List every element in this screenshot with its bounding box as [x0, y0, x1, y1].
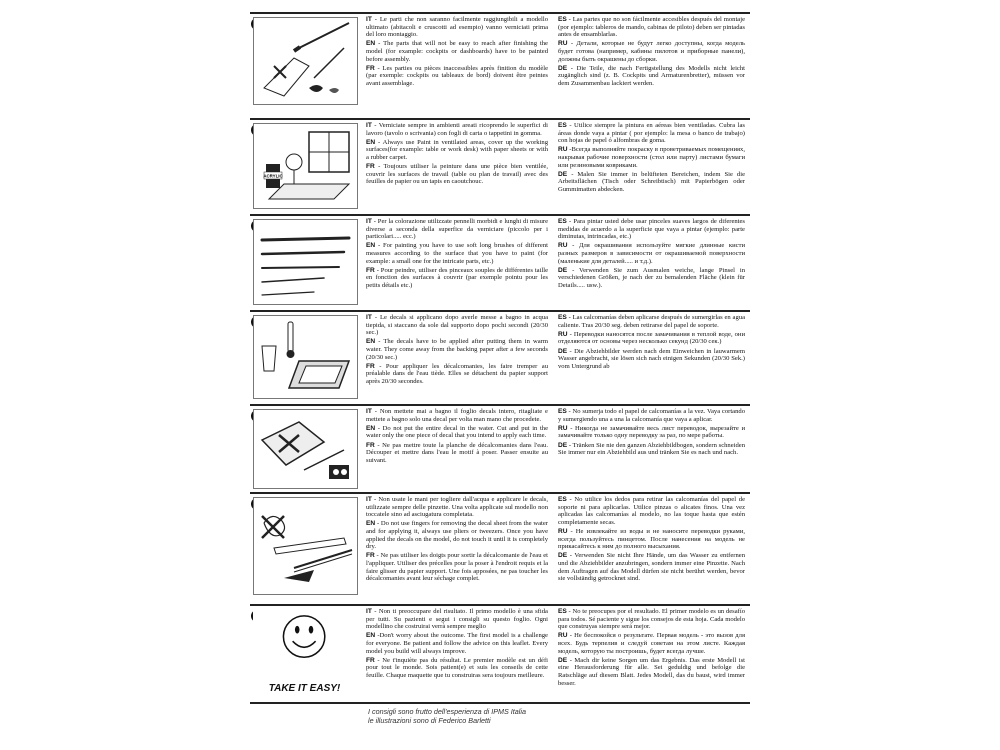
paragraph-fr	[366, 552, 548, 582]
text-column-left	[366, 408, 548, 466]
illustration-painting-small-parts	[253, 17, 358, 105]
paragraph-de	[558, 442, 745, 457]
paragraph-fr	[366, 657, 548, 680]
lang-code: EN	[366, 424, 376, 432]
credits-line-2: le illustrazioni sono di Federico Barletti	[368, 716, 491, 725]
take-it-easy-label: TAKE IT EASY!	[268, 683, 341, 694]
paragraph-text: - Verwenden Sie zum Ausmalen weiche, lange Pinsel in verschiedenen Größen, je nach der zu bemalenden Fläche (klein für Details..... usw.).	[558, 266, 745, 289]
step-12	[250, 494, 750, 604]
lang-code: ES	[558, 314, 567, 321]
lang-code: IT	[366, 408, 372, 415]
paragraph-text: - Не извлекайте из воды и не наносите переводки руками, всегда пользуйтесь пинцетом. После нанесения на модель не прикасайтесь к ним до полного высыхания.	[558, 527, 745, 551]
paragraph-ru	[558, 425, 745, 440]
lang-code: RU	[558, 632, 568, 640]
paragraph-text: - Mach dir keine Sorgen um das Ergebnis. Das erste Modell ist eine Herausforderung für alle. Sei geduldig und befolge die Ratschläge auf diesem Blatt. Jedes Modell, das du baust, wird immer besser.	[558, 656, 745, 687]
step-10	[250, 312, 750, 404]
paragraph-es	[558, 408, 745, 423]
lang-code: IT	[366, 122, 372, 129]
paragraph-text: - Las partes que no son fácilmente accesibles después del montaje (por ejemplo: tableros de mando, cabinas de piloto) deben ser pintadas antes de ensamblarlas.	[558, 16, 745, 39]
lang-code: DE	[558, 170, 568, 178]
paragraph-text: - Per la colorazione utilizzate pennelli morbidi e lunghi di misure diverse a seconda della superfice da verniciare (piccolo per i particolari..... ecc.)	[366, 218, 548, 241]
paragraph-text: - Tränken Sie nie den ganzen Abziehbildbogen, sondern schneiden Sie immer nur ein Abziehbild aus und tränken Sie es nach und nach.	[558, 441, 745, 457]
paragraph-es	[558, 16, 745, 39]
lang-code: FR	[366, 362, 375, 370]
text-column-left	[366, 314, 548, 387]
paragraph-text: - Не беспокойся о результате. Первая модель - это вызов для всех. Будь терпелив и следуй советам на этом листе. Каждая модель, которую ты построишь, будет всегда лучше.	[558, 632, 745, 655]
lang-code: ES	[558, 16, 567, 23]
lang-code: IT	[366, 608, 372, 615]
paragraph-en	[366, 520, 548, 550]
paragraph-fr	[366, 65, 548, 88]
illustration-decal-water	[253, 315, 358, 399]
lang-code: RU	[558, 330, 568, 338]
text-column-left	[366, 122, 548, 188]
paragraph-text: - Non ti preoccupare del risultato. Il primo modello è una sfida per tutti. Su pazienti e segui i consigli su questo foglio. Ogni modellino che costruirai verrà sempre meglio	[366, 608, 548, 631]
paragraph-text: - Pour appliquer les décalcomanies, les faire tremper au préalable dans de l'eau tiède. Elles se détachent du papier support après 20/30 secondes.	[366, 362, 548, 385]
workspace-drawing	[254, 124, 357, 208]
paragraph-it	[366, 314, 548, 337]
paragraph-es	[558, 608, 745, 631]
paragraph-it	[366, 16, 548, 39]
acrylic-label: ACRYLIC	[263, 173, 283, 179]
lang-code: ES	[558, 122, 567, 129]
lang-code: EN	[366, 40, 376, 48]
paragraph-text: - No te preocupes por el resultado. El primer modelo es un desafío para todos. Sé paciente y sigue los consejos de esta hoja. Cada modelo que construyas siempre será mejor.	[558, 608, 745, 631]
lang-code: ES	[558, 496, 567, 503]
text-column-right	[558, 16, 745, 89]
paragraph-fr	[366, 442, 548, 465]
paragraph-en	[366, 632, 548, 655]
lang-code: ES	[558, 408, 567, 415]
lang-code: IT	[366, 496, 372, 503]
paragraph-en	[366, 242, 548, 265]
paragraph-es	[558, 496, 745, 526]
lang-code: DE	[558, 552, 568, 560]
lang-code: IT	[366, 16, 372, 23]
illustration-brushes	[253, 219, 358, 305]
lang-code: RU	[558, 242, 568, 250]
paragraph-text: -Всегда выполняйте покраску в проветриваемых помещениях, накрывая рабочие поверхности (стол или парту) листами бумаги или резиновыми ковриками.	[558, 146, 745, 169]
lang-code: ES	[558, 218, 567, 225]
paragraph-de	[558, 348, 745, 371]
lang-code: EN	[366, 520, 376, 528]
lang-code: RU	[558, 424, 568, 432]
lang-code: ES	[558, 608, 567, 615]
lang-code: FR	[366, 266, 375, 274]
paragraph-it	[366, 122, 548, 137]
instruction-sheet	[250, 12, 750, 740]
paragraph-es	[558, 218, 745, 241]
paragraph-ru	[558, 146, 745, 169]
smiley-face-icon	[253, 609, 356, 681]
paragraph-text: - Non usate le mani per togliere dall'acqua e applicare le decals, utilizzate sempre delle pinzette. Una volta applicate sul modello non toccatele sino ad asciugatura completata.	[366, 496, 548, 519]
paragraph-ru	[558, 242, 745, 265]
paragraph-ru	[558, 40, 745, 63]
lang-code: FR	[366, 441, 375, 449]
text-column-left	[366, 16, 548, 89]
lang-code: EN	[366, 242, 376, 250]
credits-line-1: I consigli sono frutto dell'esperienza di IPMS Italia	[368, 707, 526, 716]
paragraph-text: - Les parties ou pièces inaccessibles après finition du modèle (par exemple: cockpits ou tableaux de bord) doivent être peintes avant assemblage.	[366, 64, 548, 87]
lang-code: DE	[558, 441, 568, 449]
paragraph-ru	[558, 632, 745, 655]
paragraph-text: - Malen Sie immer in belüfteten Bereichen, indem Sie die Arbeitsflächen (Tisch oder Schreibtisch) mit Papierbögen oder Gummimatten abdecken.	[558, 170, 745, 193]
illustration-ventilated-workspace	[253, 123, 358, 209]
paragraph-de	[558, 267, 745, 290]
lang-code: EN	[366, 138, 376, 146]
illustration-take-it-easy	[253, 609, 356, 703]
paragraph-text: - Do not put the entire decal in the water. Cut and put in the water only the one piece of decal that you intend to apply each time.	[366, 424, 548, 440]
paragraph-text: - Детали, которые не будут легко доступны, когда модель будет готова (например, кабины пилотов и приборные панели), должны быть окрашены до сборки.	[558, 40, 745, 63]
paragraph-it	[366, 496, 548, 519]
paragraph-es	[558, 122, 745, 145]
text-column-right	[558, 408, 745, 458]
paragraph-text: - For painting you have to use soft long brushes of different measures according to the surface that you have to paint (for example: a small one for the intricate parts, etc.)	[366, 242, 548, 265]
text-column-right	[558, 496, 745, 584]
paragraph-text: - Pour peindre, utiliser des pinceaux souples de différentes taille en fonction des surfaces à couvrir (par exemple pointu pour les petits détails etc.)	[366, 266, 548, 289]
lang-code: RU	[558, 40, 568, 48]
brushes-drawing	[254, 220, 357, 304]
paragraph-en	[366, 40, 548, 63]
paragraph-text: - Ne t'inquiète pas du résultat. Le premier modèle est un défi pour tout le monde. Sois patient(e) et suis les conseils de cette feuille. Chaque maquette que tu construiras sera toujours meilleure.	[366, 656, 548, 679]
paragraph-text: - Для окрашивания используйте мягкие длинные кисти разных размеров в зависимости от окрашиваемой поверхности (маленькие для деталей..... и т.д.).	[558, 242, 745, 265]
paragraph-text: - No utilice los dedos para retirar las calcomanías del papel de soporte ni para aplicarlas. Utilice pinzas o alicates finos. Una vez aplicadas las calcomanías al modelo, no las toque hasta que estén completamente secas.	[558, 496, 745, 526]
paragraph-it	[366, 608, 548, 631]
paragraph-it	[366, 218, 548, 241]
lang-code: FR	[366, 552, 375, 560]
credits-footer	[368, 707, 526, 725]
paragraph-de	[558, 171, 745, 194]
lang-code: DE	[558, 64, 568, 72]
text-column-right	[558, 218, 745, 291]
step-7	[250, 14, 750, 118]
decal-sheet-drawing	[254, 410, 357, 488]
lang-code: DE	[558, 266, 568, 274]
paragraph-en	[366, 139, 548, 162]
lang-code: DE	[558, 656, 568, 664]
text-column-right	[558, 608, 745, 689]
paragraph-fr	[366, 267, 548, 290]
text-column-left	[366, 608, 548, 681]
lang-code: FR	[366, 64, 375, 72]
paragraph-de	[558, 65, 745, 88]
paragraph-text: - Die Teile, die nach Fertigstellung des Modells nicht leicht zugänglich sind (z. B. Cockpits und Armaturenbretter), müssen vor dem Zusammenbau lackiert werden.	[558, 64, 745, 87]
paragraph-fr	[366, 363, 548, 386]
paragraph-ru	[558, 331, 745, 346]
lang-code: EN	[366, 632, 376, 640]
paragraph-ru	[558, 528, 745, 551]
paragraph-text: - Le parti che non saranno facilmente raggiungibili a modello ultimato (abitacoli e cruscotti ad esempio) vanno verniciati prima del loro montaggio.	[366, 16, 548, 39]
paragraph-de	[558, 657, 745, 687]
paragraph-text: - No sumerja todo el papel de calcomanías a la vez. Vaya cortando y sumergiendo una a una la calcomanía que vaya a aplicar.	[558, 408, 745, 423]
paragraph-fr	[366, 163, 548, 186]
paragraph-en	[366, 338, 548, 361]
paragraph-de	[558, 552, 745, 582]
paragraph-text: - Las calcomanías deben aplicarse después de sumergirlas en agua caliente. Tras 20/30 seg. deben retirarse del papel de soporte.	[558, 314, 745, 329]
paragraph-text: - Non mettete mai a bagno il foglio decals intero, ritagliate e mettete a bagno solo una decal per volta man mano che procedete.	[366, 408, 548, 423]
paragraph-it	[366, 408, 548, 423]
lang-code: FR	[366, 163, 375, 171]
paragraph-text: - Переводки наносятся после замачивания в теплой воде, они отделяются от основы через несколько секунд (20/30 сек.)	[558, 330, 745, 346]
water-tray-drawing	[254, 316, 357, 398]
lang-code: IT	[366, 218, 372, 225]
text-column-right	[558, 122, 745, 195]
section-divider	[250, 702, 750, 704]
paragraph-text: - The decals have to be applied after putting them in warm water. They come away from the backing paper after a few seconds (20/30 sec.)	[366, 338, 548, 361]
paragraph-text: - Verniciate sempre in ambienti areati ricoprendo le superfici di lavoro (tavolo o scrivania) con fogli di carta o tappetini in gomma.	[366, 122, 548, 137]
paragraph-text: - Toujours utiliser la peinture dans une pièce bien ventilée, couvrir les surfaces de travail (table ou plan de travail) avec des feuilles de papier ou un tapis en caoutchouc.	[366, 163, 548, 186]
paragraph-text: - Verwenden Sie nicht Ihre Hände, um das Wasser zu entfernen und die Abziehbilder anzubringen, sondern immer eine Pinzette. Nach dem Auftragen auf das Modell dürfen sie nicht berührt werden, bevor sie vollständig getrocknet sind.	[558, 552, 745, 583]
paragraph-text: - Le decals si applicano dopo averle messe a bagno in acqua tiepida, si staccano da sole dal supporto dopo pochi secondi (20/30 sec.)	[366, 314, 548, 337]
paragraph-text: - Ne pas utiliser les doigts pour sortir la décalcomanie de l'eau et l'appliquer. Utiliser des précelles pour la poser à l'endroit requis et la faire glisser du papier support. Une fois apposées, ne pas toucher les décalcomanies avant leur séchage complet.	[366, 552, 548, 583]
paragraph-text: - Utilice siempre la pintura en aéreas bien ventiladas. Cubra las áreas donde vaya a pintar ( por ejemplo: la mesa o banco de trabajo) con hojas de papel ó alfombras de goma.	[558, 122, 745, 145]
paragraph-text: - Никогда не замачивайте весь лист переводок, вырезайте и замачивайте только одну переводку за раз, по мере работы.	[558, 424, 745, 440]
illustration-tweezers	[253, 497, 358, 595]
paragraph-en	[366, 425, 548, 440]
illustration-cut-single-decal	[253, 409, 358, 489]
lang-code: DE	[558, 347, 568, 355]
brush-and-parts-drawing	[254, 18, 357, 104]
step-8	[250, 120, 750, 214]
paragraph-text: - The parts that will not be easy to reach after finishing the model (for example: cockpits or dashboards) have to be painted before assembly.	[366, 40, 548, 63]
paragraph-es	[558, 314, 745, 329]
step-13	[250, 606, 750, 706]
lang-code: EN	[366, 338, 376, 346]
lang-code: RU	[558, 146, 568, 154]
paragraph-text: - Always use Paint in ventilated areas, cover up the working surfaces(for example: table or work desk) with paper sheets or with a rubber carpet.	[366, 138, 548, 161]
text-column-left	[366, 496, 548, 584]
text-column-left	[366, 218, 548, 291]
step-11	[250, 406, 750, 492]
paragraph-text: - Die Abziehbilder werden nach dem Einweichen in lauwarmem Wasser angebracht, sie lösen sich nach einigen Sekunden (20/30 Sek.) vom Untergrund ab	[558, 347, 745, 370]
paragraph-text: - Do not use fingers for removing the decal sheet from the water and for applying it, always use pliers or tweezers. Once you have applied the decals on the model, do not touch it until it is completely dry.	[366, 520, 548, 551]
text-column-right	[558, 314, 745, 372]
lang-code: RU	[558, 527, 568, 535]
tweezers-drawing	[254, 498, 357, 594]
lang-code: FR	[366, 656, 375, 664]
step-9	[250, 216, 750, 310]
paragraph-text: -Don't worry about the outcome. The first model is a challenge for everyone. Be patient and follow the advice on this leaflet. Every model you build will always improve.	[366, 632, 548, 655]
lang-code: IT	[366, 314, 372, 321]
paragraph-text: - Para pintar usted debe usar pinceles suaves largos de diferentes medidas de acuerdo a la superficie que vaya a pintar (ejemplo: parte diminutas, intrincadas, etc.)	[558, 218, 745, 241]
paragraph-text: - Ne pas mettre toute la planche de décalcomanies dans l'eau. Découper et mettre dans l'eau le motif à poser. Passer ensuite au suivant.	[366, 441, 548, 464]
